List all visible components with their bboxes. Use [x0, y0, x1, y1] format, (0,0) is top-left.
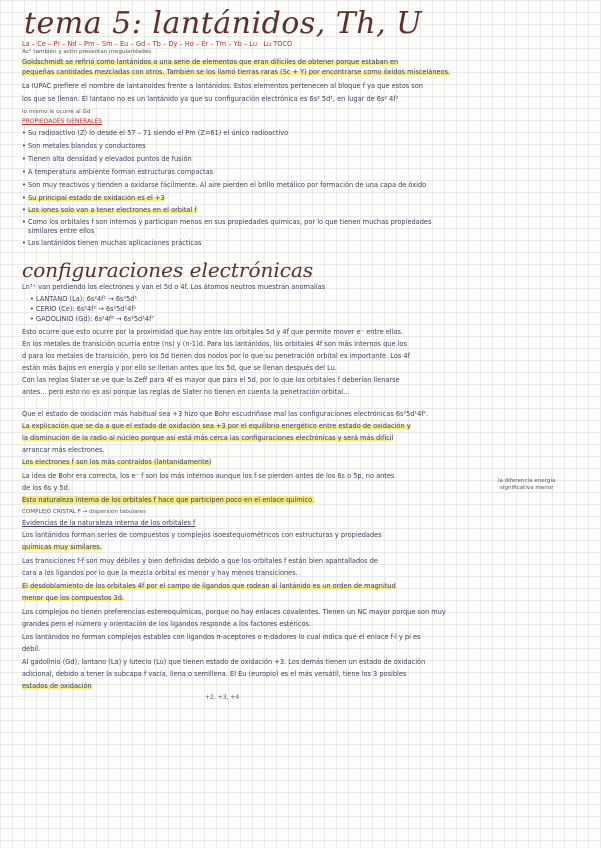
- page-title: tema 5: lantánidos, Th, U: [24, 6, 422, 41]
- body-line-1: Esto ocurre que esto ocurre por la proximidad que hay entre los orbitales 5d y 4f que permite mover e⁻ entre ellos.: [22, 328, 404, 336]
- intro-line-5: lo mismo le ocurre al Gd: [22, 109, 91, 115]
- margin-note-1: la diferencia energía: [498, 478, 556, 484]
- prop-text-7: Los iones solo van a tener electrones en el orbital f: [28, 206, 197, 214]
- prop-item-8: • Como los orbitales f son internos y participan menos en sus propiedades químicas, por lo que tienen muchas propiedades: [22, 218, 582, 226]
- section-title-configurations: configuraciones electrónicas: [22, 258, 314, 282]
- body-line-25: grandes pero el número y orientación de los ligandos responde a los factores estéricos.: [22, 620, 312, 628]
- body-line-26: Los lantánidos no forman complejos estables con ligandos π-aceptores o π-dadores lo cual indica que el enlace f-l y pi es: [22, 633, 421, 641]
- body-line-19: [22, 543, 582, 551]
- body-line-6: antes... pero esto no es así porque las reglas de Slater no tienen en cuenta la penetración orbital...: [22, 388, 350, 396]
- series-text: La – Ce – Pr – Nd – Pm – Sm – Eu – Gd – Tb – Dy – Ho – Er – Tm – Yb – Lu: [22, 40, 258, 48]
- body-line-16: COMPLEJO CRISTAL F → dispersión tabulares: [22, 509, 146, 515]
- body-line-20: Las transiciones f-f son muy débiles y bien definidas debido a que los orbitales f están bien apantallados de: [22, 557, 378, 565]
- section2-intro: Ln³⁺ van perdiendo los electrones y van el 5d o 4f. Los átomos neutros muestran anomalías: [22, 283, 326, 291]
- body-line-18: Los lantánidos forman series de compuestos y complejos isoestequiométricos con estructuras y propiedades: [22, 531, 382, 539]
- body-line-24: Los complejos no tienen preferencias estereoquímicas, porque no hay enlaces covalentes. Tienen un NC mayor porque son muy: [22, 608, 446, 616]
- prop-item-7: [22, 206, 582, 214]
- prop-item-5: • Son muy reactivos y tienden a oxidarse fácilmente. Al aire pierden el brillo metálico por formación de una capa de óxido: [22, 181, 582, 189]
- config-ce: • CERIO (Ce): 6s²4f² → 6s²5d¹4f¹: [30, 305, 590, 313]
- intro-line-2: [22, 68, 582, 76]
- prop-text-6: Su principal estado de oxidación es el +3: [28, 194, 165, 202]
- body-text-10: la disminución de la radio al núcleo porque así está más cerca las configuraciones electrónicas y será más difícil: [22, 434, 394, 442]
- body-text-19: químicas muy similares.: [22, 543, 102, 551]
- body-line-11: arrancar más electrones.: [22, 446, 105, 454]
- body-line-8: Que el estado de oxidación más habitual sea +3 hizo que Bohr escudriñase mal las configuraciones electrónicas 6s²5d¹4fⁿ.: [22, 410, 429, 418]
- body-line-2: En los metales de transición ocurría entre (ns) y (n-1)d. Para los lantánidos, los orbitales 4f son más internos que los: [22, 340, 407, 348]
- body-line-12: [22, 458, 582, 466]
- prop-item-6: [22, 194, 582, 202]
- body-line-14: de los 6s y 5d.: [22, 484, 70, 492]
- body-text-12: Los electrones f son los más contraídos (lantanidamente): [22, 458, 212, 466]
- config-gd: • GADOLINIO (Gd): 6s²4f⁸ → 6s²5d¹4f⁷: [30, 315, 590, 323]
- body-line-17: Evidencias de la naturaleza interna de los orbitales f: [22, 519, 196, 527]
- body-text-15: Esta naturaleza interna de los orbitales f hace que participen poco en el enlace químico.: [22, 496, 315, 504]
- prop-item-1: • Su radioactivo (Z) lo desde el 57 – 71 siendo el Pm (Z=61) el único radioactivo: [22, 129, 582, 137]
- intro-line-3: La IUPAC prefiere el nombre de lantanoides frente a lantánidos. Estos elementos pertenecen al bloque f ya que estos son: [22, 82, 423, 90]
- body-line-3: d para los metales de transición, pero los 5d tienen dos nodos por lo que su penetración orbital es importante. Los 4f: [22, 352, 410, 360]
- body-line-9: [22, 422, 582, 430]
- body-line-22: [22, 582, 582, 590]
- body-line-4: están más bajos en energía y por ello se llenan antes que los 5d, que se llenan después del Lu.: [22, 364, 337, 372]
- intro-text-1: Goldschmidt se refirió como lantánidos a una serie de elementos que eran difíciles de obtener porque estaban en: [22, 58, 399, 66]
- margin-note-2: significativa menor: [500, 485, 554, 491]
- body-line-10: [22, 434, 582, 442]
- body-line-21: cara a los ligandos por lo que la mezcla orbital es menor y hay menos transiciones.: [22, 569, 298, 577]
- body-text-22: El desdoblamiento de los orbitales 4f por el campo de ligandos que rodean al lantánido es un orden de magnitud: [22, 582, 396, 590]
- body-text-9: La explicación que se da a que el estado de oxidación sea +3 por el equilibrio energético entre estado de oxidación y: [22, 422, 411, 430]
- prop-item-3: • Tienen alta densidad y elevados puntos de fusión: [22, 155, 582, 163]
- props-title: PROPIEDADES GENERALES: [22, 118, 103, 125]
- intro-text-2: pequeñas cantidades mezcladas con otros. También se los llamó tierras raras (Sc + Y) por encontrarse como óxidos misceláneos.: [22, 68, 451, 76]
- body-line-30: [22, 682, 582, 690]
- subtitle: Ac° también y actín presentan irregularidades: [22, 49, 152, 55]
- body-line-5: Con las reglas Slater se ve que la Zeff para 4f es mayor que para el 5d, por lo que los orbitales f deberían llenarse: [22, 376, 400, 384]
- series-note: Lu TOCO: [263, 40, 293, 48]
- body-text-30: estados de oxidación: [22, 682, 92, 690]
- prop-item-8b: similares entre ellos: [28, 227, 95, 235]
- config-la: • LANTANO (La): 6s²4f¹ → 6s²5d¹: [30, 295, 590, 303]
- intro-line-1: [22, 58, 582, 66]
- body-text-23: menor que los compuestos 3d.: [22, 594, 124, 602]
- body-line-27: débil.: [22, 645, 41, 653]
- ox-states-note: +2, +3, +4: [205, 694, 240, 701]
- body-line-13: La idea de Bohr era correcta, los e⁻ f son los más internos aunque los f se pierden antes de los 6s o 5p, no antes: [22, 472, 395, 480]
- prop-item-9: • Los lantánidos tienen muchas aplicaciones prácticas: [22, 239, 582, 247]
- body-line-28: Al gadolinio (Gd), lantano (La) y lutecio (Lu) que tienen estado de oxidación +3. Los demás tienen un estado de oxidación: [22, 658, 426, 666]
- body-line-29: adicional, debido a tener la subcapa f vacía, llena o semillena. El Eu (europio) es el más versátil, tiene los 3 posibles: [22, 670, 407, 678]
- body-line-15: [22, 496, 492, 504]
- intro-line-4: los que se llenan. El lantano no es un lantánido ya que su configuración electrónica es 6s² 5d¹, en lugar de 6s² 4f¹: [22, 95, 399, 103]
- lanthanide-series: [22, 40, 582, 48]
- prop-item-2: • Son metales blandos y conductores: [22, 142, 582, 150]
- body-line-23: [22, 594, 582, 602]
- prop-item-4: • A temperatura ambiente forman estructuras compactas: [22, 168, 582, 176]
